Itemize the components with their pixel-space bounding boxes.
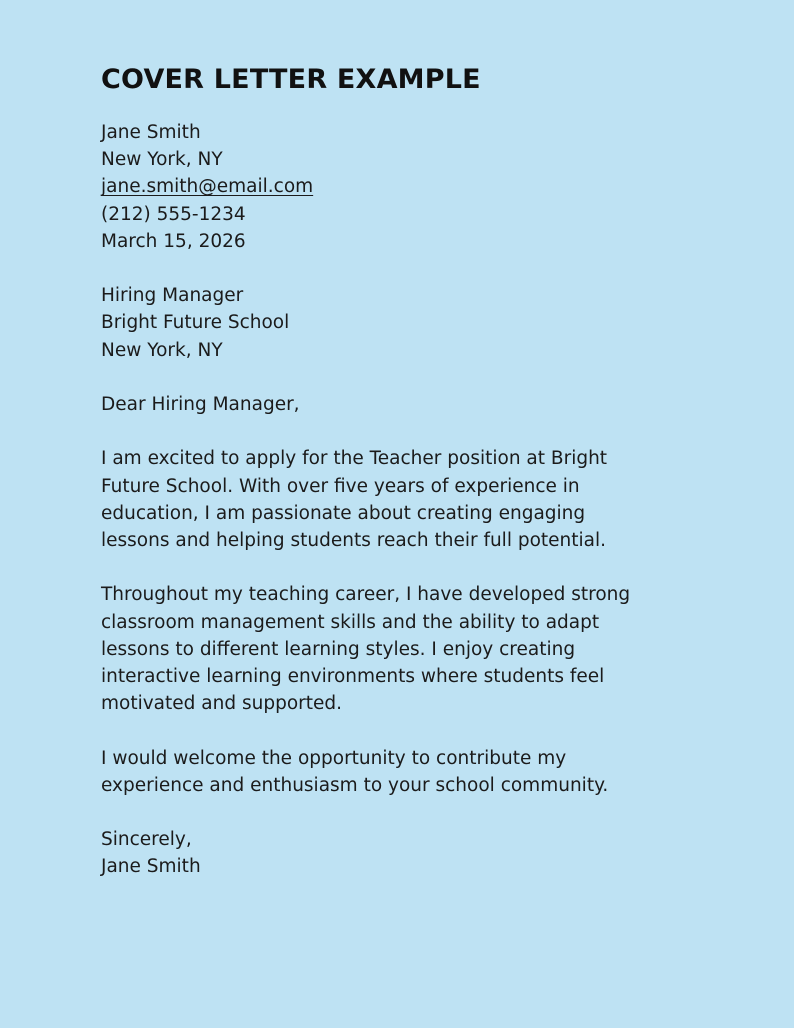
recipient-title: Hiring Manager	[101, 285, 244, 307]
sender-name: Jane Smith	[101, 122, 201, 143]
paragraph-line: I am excited to apply for the Teacher position at Bright	[101, 448, 608, 470]
paragraph-line: education, I am passionate about creating engaging	[101, 502, 586, 524]
paragraph-line: lessons to different learning styles. I enjoy creating	[101, 638, 576, 660]
signature: Jane Smith	[101, 856, 201, 878]
paragraph-line: lessons and helping students reach their full potential.	[101, 530, 607, 551]
salutation-text: Dear Hiring Manager,	[101, 394, 300, 415]
sender-email-line	[101, 173, 701, 200]
sender-phone: (212) 555-1234	[101, 203, 246, 225]
sender-location: New York, NY	[101, 149, 223, 171]
paragraph-line: Throughout my teaching career, I have developed strong	[101, 584, 631, 606]
paragraph-line: interactive learning environments where students feel	[101, 666, 605, 687]
paragraph-line: I would welcome the opportunity to contribute my	[101, 747, 567, 769]
body-paragraph-3	[101, 745, 701, 799]
paragraph-line: classroom management skills and the ability to adapt	[101, 611, 600, 633]
paragraph-line: Future School. With over five years of experience in	[101, 475, 580, 497]
body-paragraph-2	[101, 581, 701, 717]
letter-date: March 15, 2026	[101, 230, 246, 252]
paragraph-line: experience and enthusiasm to your school community.	[101, 774, 609, 796]
valediction: Sincerely,	[101, 829, 192, 851]
document-title: COVER LETTER EXAMPLE	[101, 64, 481, 95]
paragraph-line: motivated and supported.	[101, 693, 342, 715]
letter-content	[101, 60, 701, 881]
closing	[101, 826, 701, 880]
recipient-organization: Bright Future School	[101, 312, 290, 334]
salutation	[101, 391, 701, 418]
sender-email-link[interactable]: jane.smith@email.com	[101, 176, 314, 198]
recipient-info	[101, 282, 701, 364]
recipient-location: New York, NY	[101, 339, 223, 361]
sender-info	[101, 119, 701, 255]
body-paragraph-1	[101, 445, 701, 554]
